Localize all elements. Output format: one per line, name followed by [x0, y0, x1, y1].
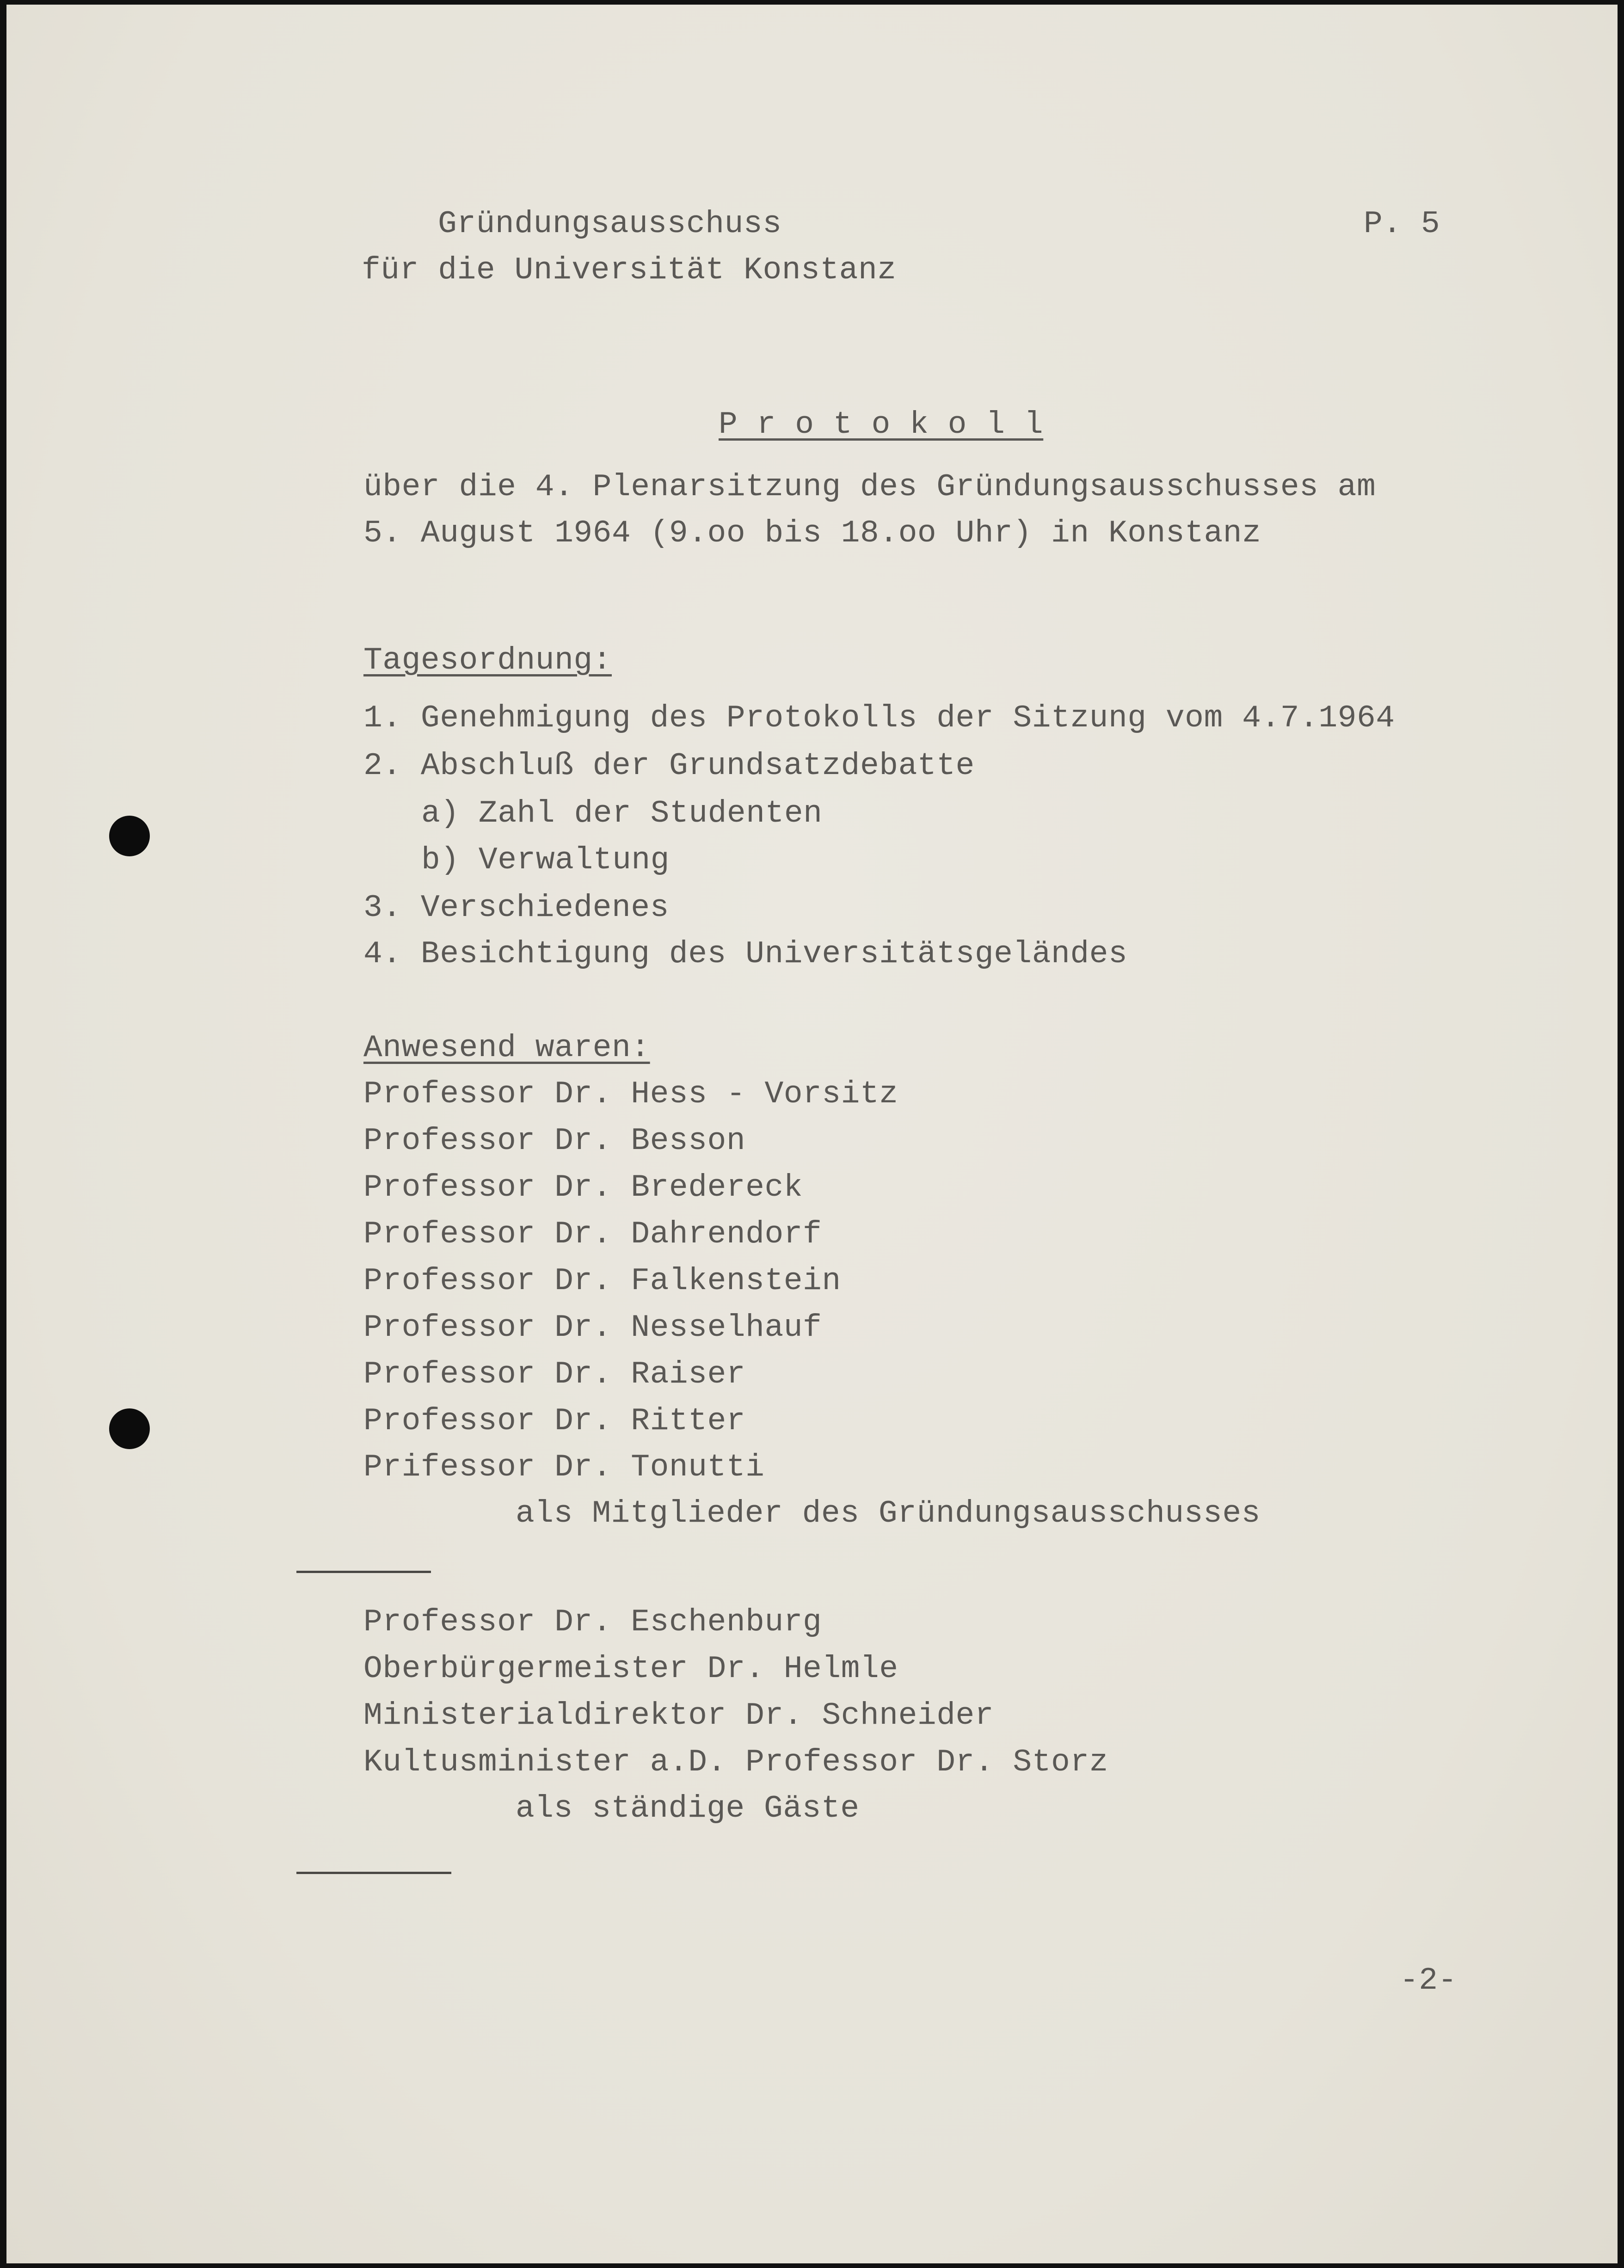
member-name: Professor Dr. Dahrendorf	[363, 1217, 822, 1252]
member-name: Professor Dr. Ritter	[363, 1403, 746, 1439]
page-reference: P. 5	[1364, 206, 1440, 242]
subtitle-line: 5. August 1964 (9.oo bis 18.oo Uhr) in Konstanz	[363, 516, 1261, 551]
agenda-subitem: a) Zahl der Studenten	[421, 796, 823, 831]
header-organization: Gründungsausschuss	[438, 206, 782, 242]
member-name: Prifessor Dr. Tonutti	[363, 1450, 765, 1485]
agenda-heading: Tagesordnung:	[363, 643, 612, 678]
agenda-item: 3. Verschiedenes	[363, 890, 669, 926]
separator-rule	[296, 1872, 451, 1874]
guest-name: Ministerialdirektor Dr. Schneider	[363, 1698, 994, 1733]
agenda-item: 1. Genehmigung des Protokolls der Sitzung vom 4.7.1964	[363, 701, 1395, 736]
continuation-marker: -2-	[1400, 1963, 1457, 1998]
member-name: Professor Dr. Besson	[363, 1123, 746, 1159]
member-name: Professor Dr. Falkenstein	[363, 1263, 841, 1299]
subtitle-line: über die 4. Plenarsitzung des Gründungsausschusses am	[363, 469, 1376, 505]
attendees-heading: Anwesend waren:	[363, 1030, 650, 1066]
guest-name: Kultusminister a.D. Professor Dr. Storz	[363, 1745, 1108, 1780]
agenda-subitem: b) Verwaltung	[421, 842, 670, 878]
header-university: für die Universität Konstanz	[362, 252, 897, 288]
guests-note: als ständige Gäste	[516, 1791, 860, 1826]
agenda-item: 2. Abschluß der Grundsatzdebatte	[363, 748, 975, 784]
member-name: Professor Dr. Hess - Vorsitz	[363, 1076, 898, 1112]
separator-rule	[296, 1571, 431, 1573]
member-name: Professor Dr. Raiser	[363, 1357, 746, 1392]
agenda-item: 4. Besichtigung des Universitätsgeländes	[363, 936, 1128, 972]
guest-name: Professor Dr. Eschenburg	[363, 1604, 822, 1640]
member-name: Professor Dr. Bredereck	[363, 1170, 803, 1205]
members-note: als Mitglieder des Gründungsausschusses	[516, 1496, 1261, 1531]
punch-hole	[109, 1408, 150, 1449]
document-page	[6, 5, 1618, 2263]
punch-hole	[109, 816, 150, 856]
guest-name: Oberbürgermeister Dr. Helmle	[363, 1651, 898, 1687]
document-title: P r o t o k o l l	[719, 407, 1044, 443]
member-name: Professor Dr. Nesselhauf	[363, 1310, 822, 1346]
